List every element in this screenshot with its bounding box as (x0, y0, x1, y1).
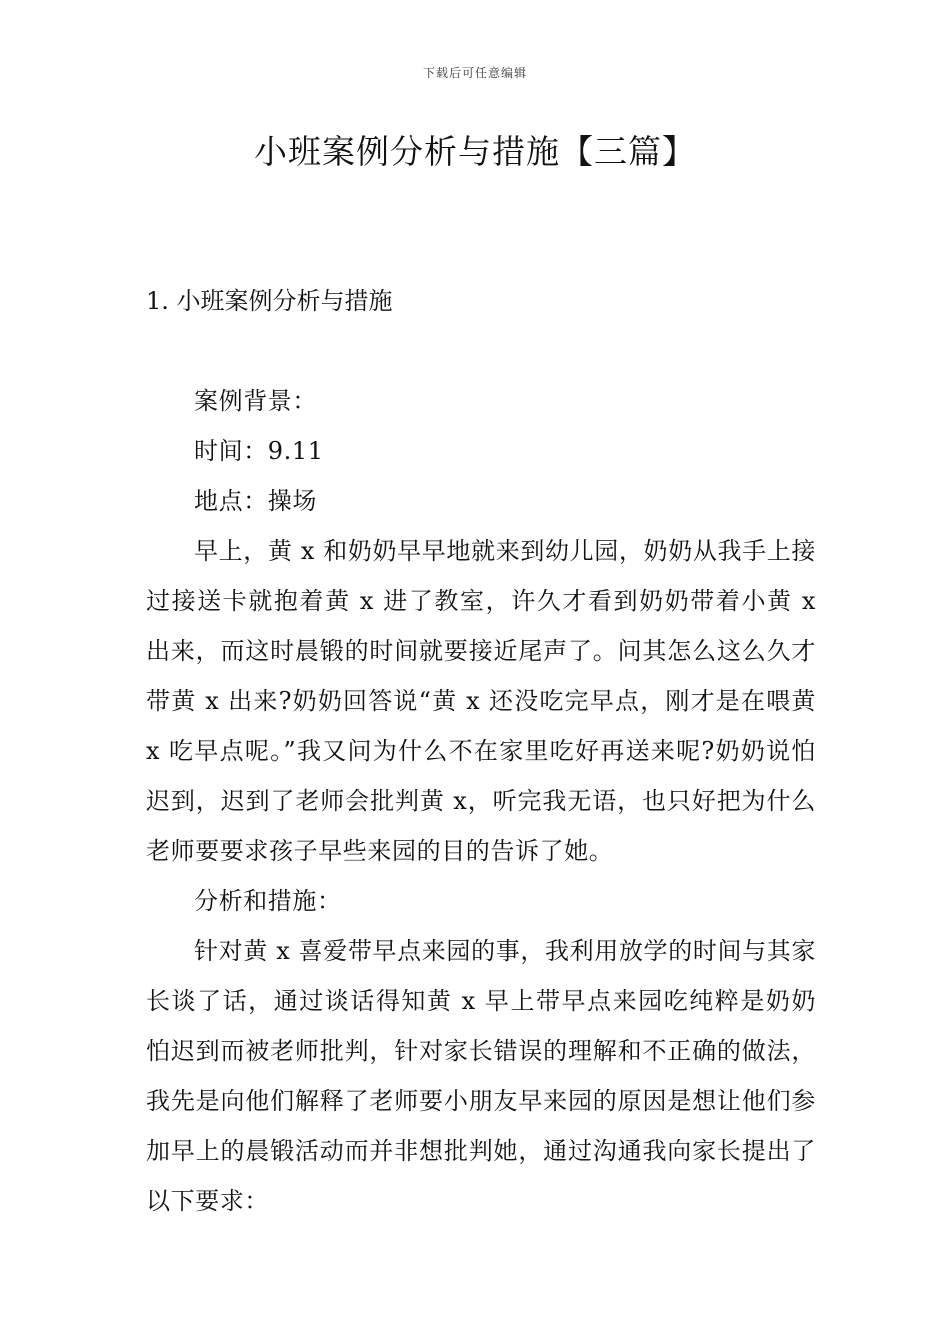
paragraph-case-narrative: 早上，黄 x 和奶奶早早地就来到幼儿园，奶奶从我手上接过接送卡就抱着黄 x 进了教室，许久才看到奶奶带着小黄 x 出来，而这时晨锻的时间就要接近尾声了。问其怎么这么久才带黄 x 出来?奶奶回答说“黄 x 还没吃完早点，刚才是在喂黄 x 吃早点呢。”我又问为什么不在家里吃好再送来呢?奶奶说怕迟到，迟到了老师会批判黄 x，听完我无语，也只好把为什么老师要要求孩子早些来园的目的告诉了她。 (146, 537, 816, 865)
paragraph-case-background-label: 案例背景： (194, 387, 317, 415)
page-header-note: 下载后可任意编辑 (422, 66, 527, 80)
section-heading: 1. 小班案例分析与措施 (146, 287, 393, 315)
paragraph-location: 地点：操场 (194, 487, 317, 515)
paragraph-analysis-text: 针对黄 x 喜爱带早点来园的事，我利用放学的时间与其家长谈了话，通过谈话得知黄 x 早上带早点来园吃纯粹是奶奶怕迟到而被老师批判，针对家长错误的理解和不正确的做法，我先是向他们解释了老师要小朋友早来园的原因是想让他们参加早上的晨锻活动而并非想批判她，通过沟通我向家长提出了以下要求： (146, 937, 816, 1215)
document-body (146, 376, 816, 1226)
document-title: 小班案例分析与措施【三篇】 (254, 132, 696, 171)
paragraph-time: 时间：9.11 (194, 437, 324, 465)
paragraph-analysis-label: 分析和措施： (194, 887, 342, 915)
